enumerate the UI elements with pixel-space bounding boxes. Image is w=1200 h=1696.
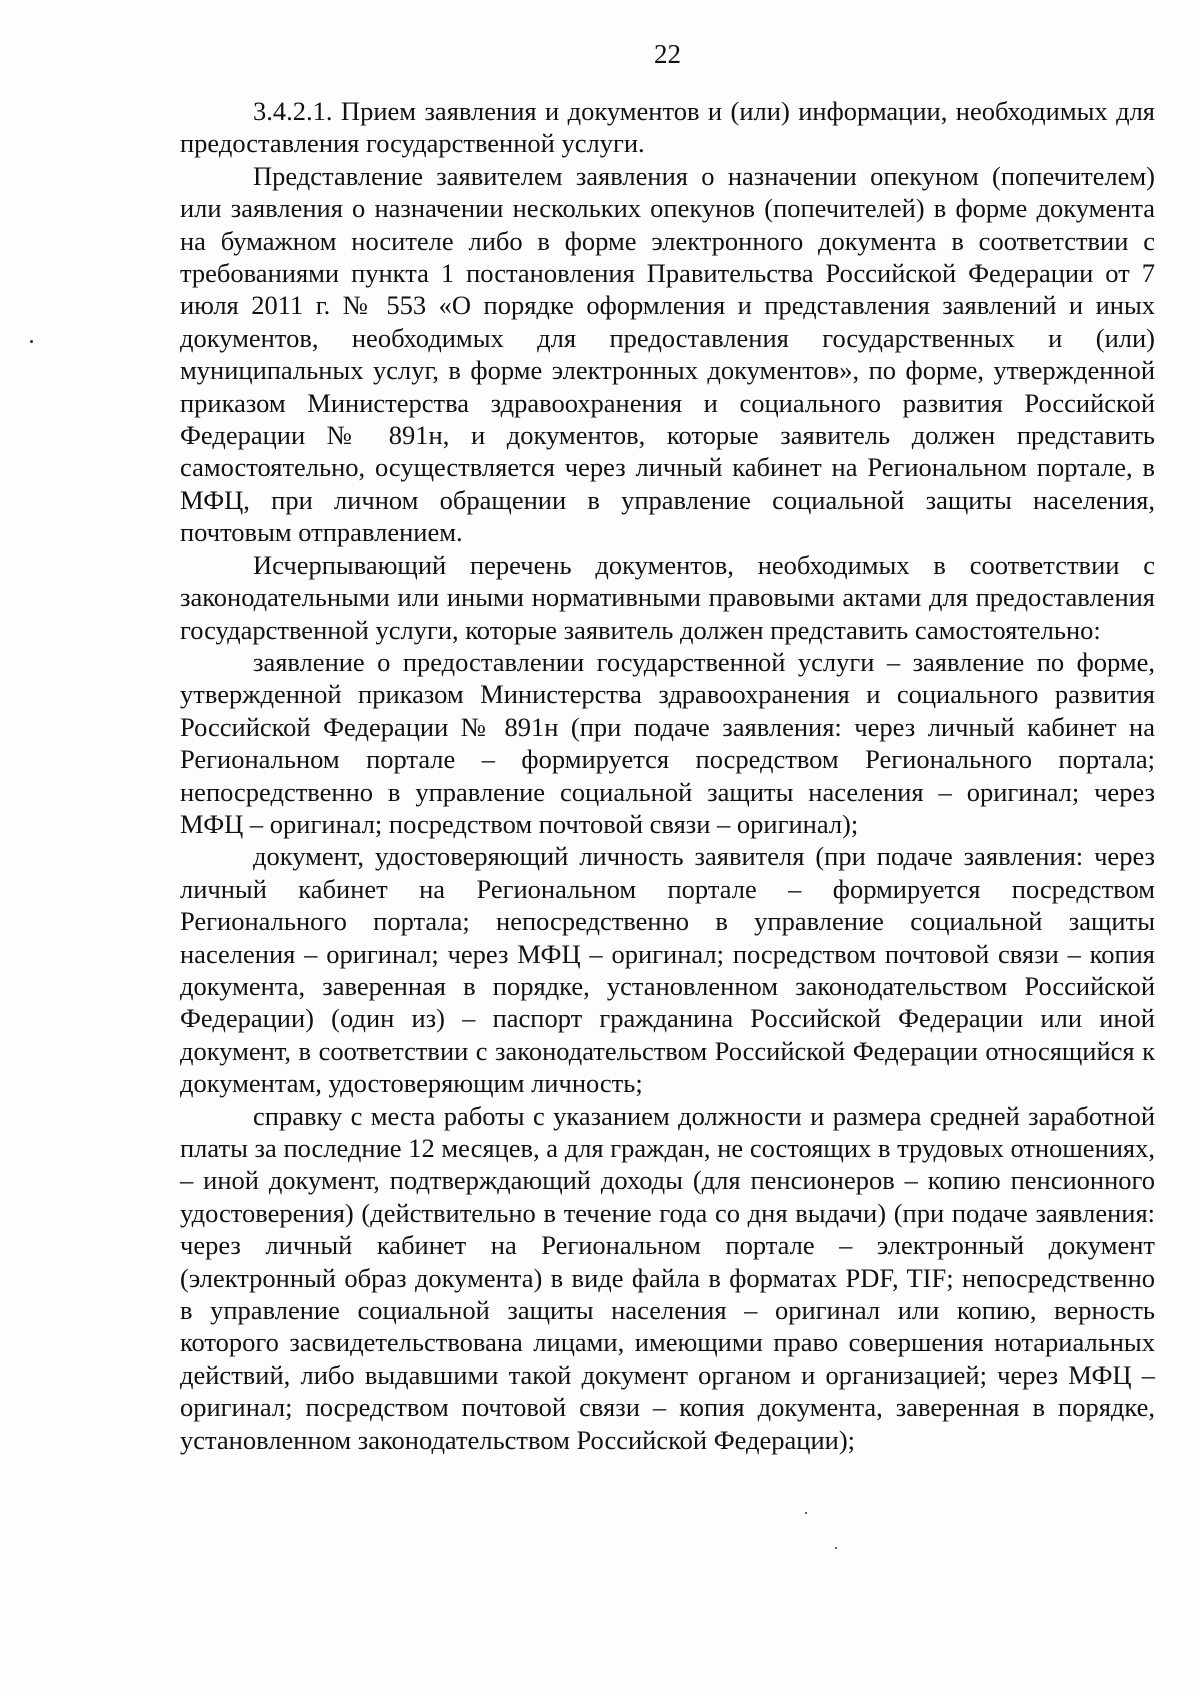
paragraph-documents-list-intro: Исчерпывающий перечень документов, необходимых в соответствии с законодательными или иными нормативными правовыми актами для предоставления государственной услуги, которые заявитель должен представить самостоятельно: bbox=[180, 549, 1155, 645]
scan-speck bbox=[30, 340, 33, 343]
scan-speck bbox=[805, 1512, 807, 1514]
list-item-application: заявление о предоставлении государственной услуги – заявление по форме, утвержденной приказом Министерства здравоохранения и социального развития Российской Федерации № 891н (при подаче заявления: через личный кабинет на Региональном портале – формируется посредством Регионального портала; непосредственно в управление социальной защиты населения – оригинал; через МФЦ – оригинал; посредством почтовой связи – оригинал); bbox=[180, 646, 1155, 839]
page-number: 22 bbox=[654, 39, 681, 69]
paragraph-3-4-2-1: 3.4.2.1. Прием заявления и документов и (или) информации, необходимых для предоставления государственной услуги. bbox=[180, 96, 1155, 159]
scan-speck bbox=[835, 1547, 837, 1549]
list-item-identity-document: документ, удостоверяющий личность заявителя (при подаче заявления: через личный кабинет на Региональном портале – формируется посредством Регионального портала; непосредственно в управление социальной защиты населения – оригинал; через МФЦ – оригинал; посредством почтовой связи – копия документа, заверенная в порядке, установленном законодательством Российской Федерации) (один из) – паспорт гражданина Российской Федерации или иной документ, в соответствии с законодательством Российской Федерации относящийся к документам, удостоверяющим личность; bbox=[180, 841, 1155, 1099]
paragraph-application-submission: Представление заявителем заявления о назначении опекуном (попечителем) или заявления о назначении нескольких опекунов (попечителей) в форме документа на бумажном носителе либо в форме электронного документа в соответствии с требованиями пункта 1 постановления Правительства Российской Федерации от 7 июля 2011 г. № 553 «О порядке оформления и представления заявлений и иных документов, необходимых для предоставления государственных и (или) муниципальных услуг, в форме электронных документов», по форме, утвержденной приказом Министерства здравоохранения и социального развития Российской Федерации № 891н, и документов, которые заявитель должен представить самостоятельно, осуществляется через личный кабинет на Региональном портале, в МФЦ, при личном обращении в управление социальной защиты населения, почтовым отправлением. bbox=[180, 160, 1155, 548]
document-body bbox=[180, 95, 1155, 1456]
list-item-income-certificate: справку с места работы с указанием должности и размера средней заработной платы за последние 12 месяцев, а для граждан, не состоящих в трудовых отношениях, – иной документ, подтверждающий доходы (для пенсионеров – копию пенсионного удостоверения) (действительно в течение года со дня выдачи) (при подаче заявления: через личный кабинет на Региональном портале – электронный документ (электронный образ документа) в виде файла в форматах PDF, TIF; непосредственно в управление социальной защиты населения – оригинал или копию, верность которого засвидетельствована лицами, имеющими право совершения нотариальных действий, либо выдавшими такой документ органом и организацией; через МФЦ – оригинал; посредством почтовой связи – копия документа, заверенная в порядке, установленном законодательством Российской Федерации); bbox=[180, 1100, 1155, 1455]
